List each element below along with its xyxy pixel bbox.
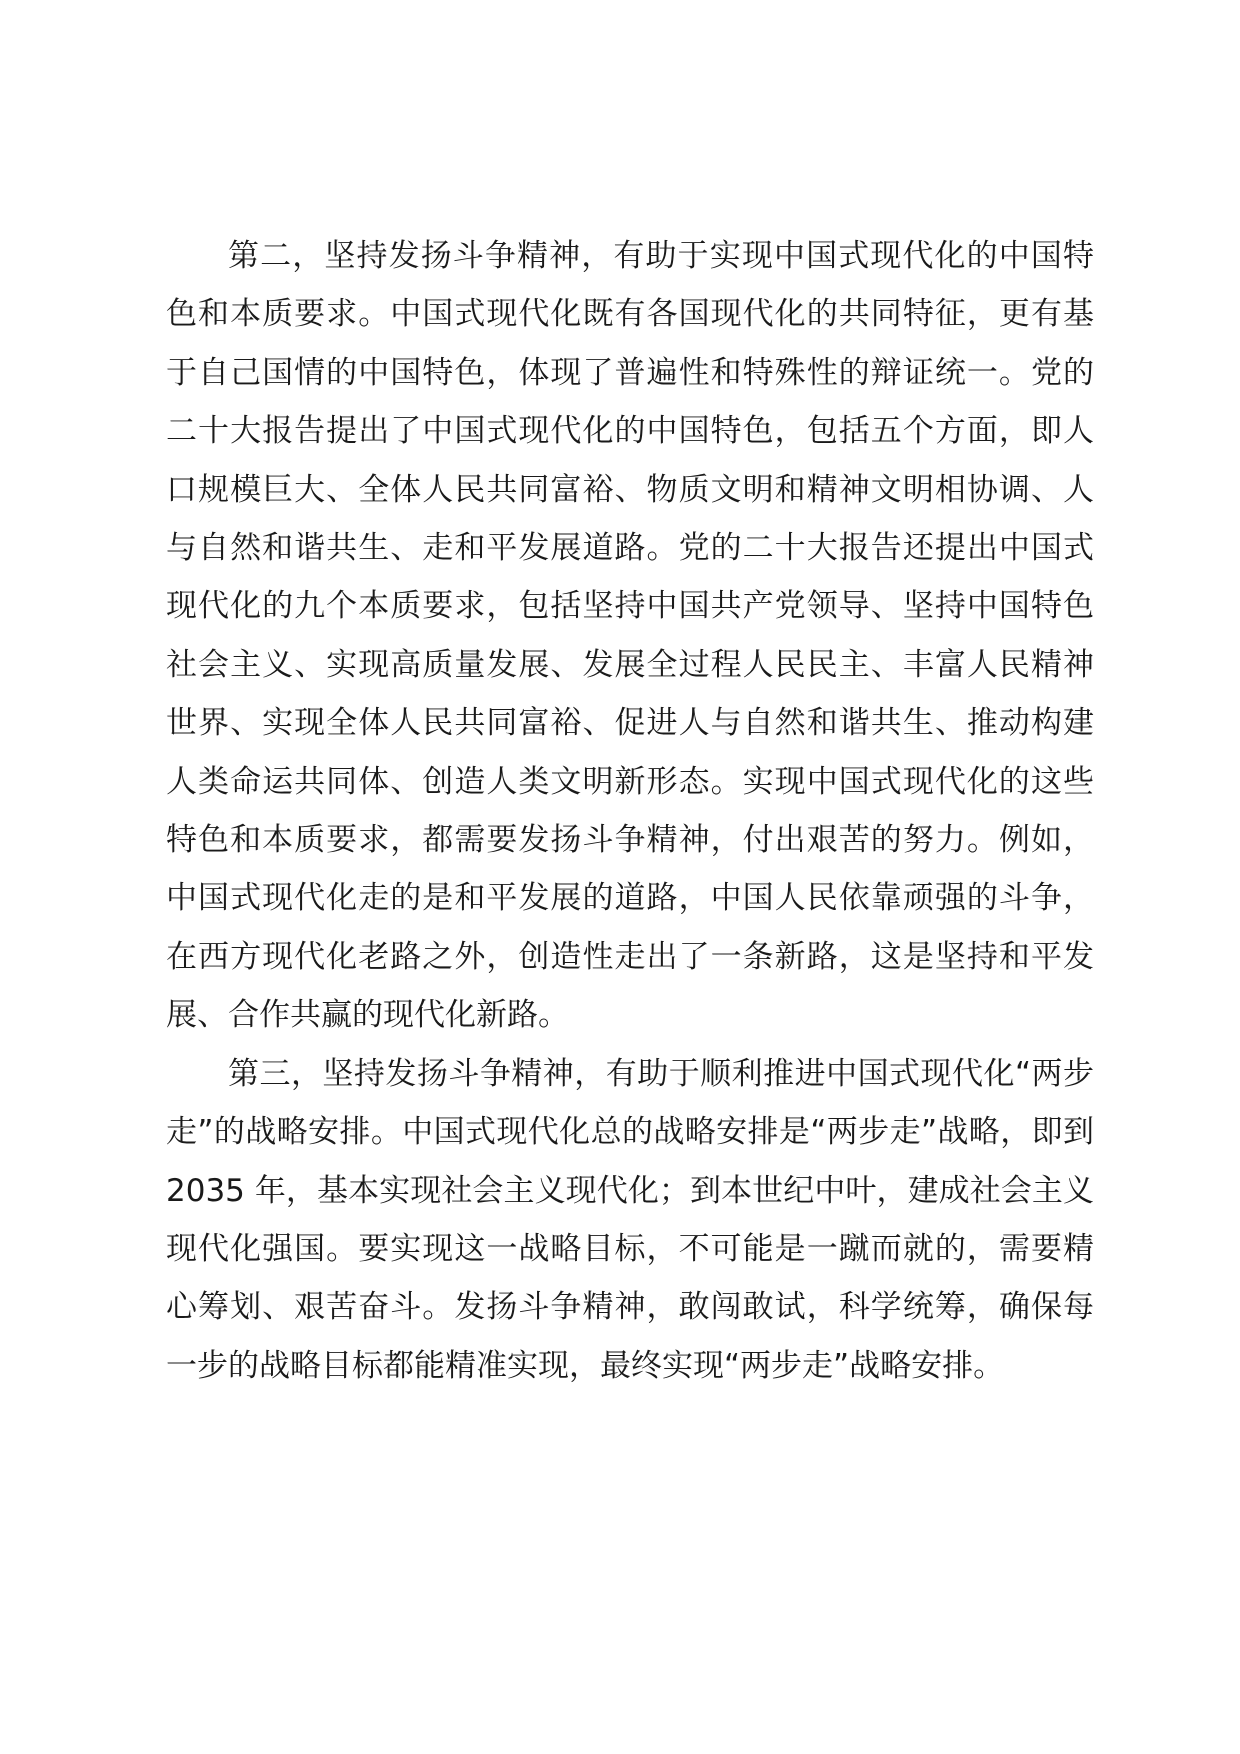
paragraph-second-point: 第二，坚持发扬斗争精神，有助于实现中国式现代化的中国特色和本质要求。中国式现代化既有各国现代化的共同特征，更有基于自己国情的中国特色，体现了普遍性和特殊性的辩证统一。党的二十大报告提出了中国式现代化的中国特色，包括五个方面，即人口规模巨大、全体人民共同富裕、物质文明和精神文明相协调、人与自然和谐共生、走和平发展道路。党的二十大报告还提出中国式现代化的九个本质要求，包括坚持中国共产党领导、坚持中国特色社会主义、实现高质量发展、发展全过程人民民主、丰富人民精神世界、实现全体人民共同富裕、促进人与自然和谐共生、推动构建人类命运共同体、创造人类文明新形态。实现中国式现代化的这些特色和本质要求，都需要发扬斗争精神，付出艰苦的努力。例如，中国式现代化走的是和平发展的道路，中国人民依靠顽强的斗争，在西方现代化老路之外，创造性走出了一条新路，这是坚持和平发展、合作共赢的现代化新路。 [166,238,1094,1034]
body-text [166,227,1094,1395]
paragraph-third-point: 第三，坚持发扬斗争精神，有助于顺利推进中国式现代化“两步走”的战略安排。中国式现代化总的战略安排是“两步走”战略，即到 2035 年，基本实现社会主义现代化；到本世纪中叶，建成社会主义现代化强国。要实现这一战略目标，不可能是一蹴而就的，需要精心筹划、艰苦奋斗。发扬斗争精神，敢闯敢试，科学统筹，确保每一步的战略目标都能精准实现，最终实现“两步走”战略安排。 [166,1055,1094,1384]
